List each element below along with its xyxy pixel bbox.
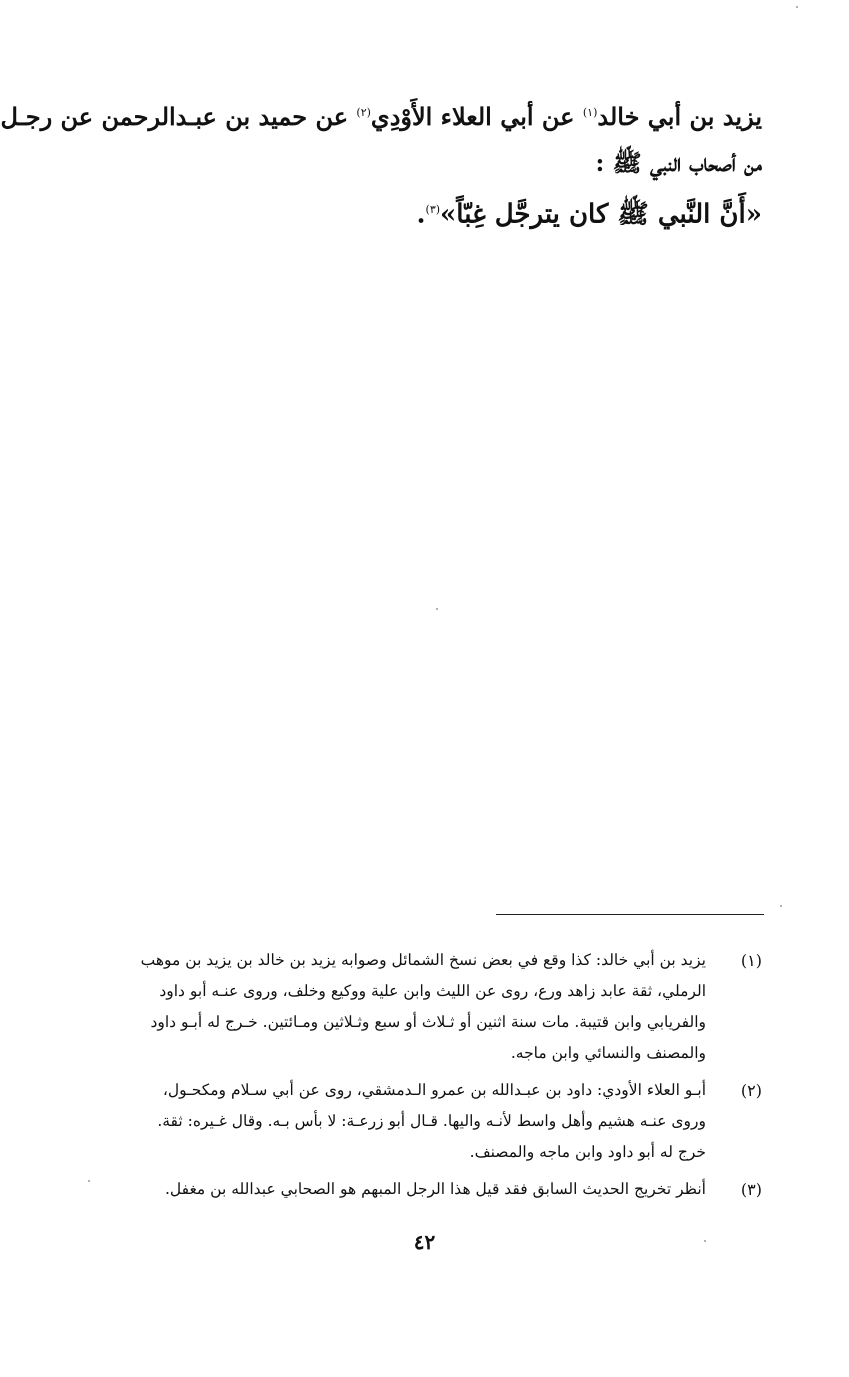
narrator-abu-alala: عن أبي العلاء الأَوْدِي — [370, 102, 575, 131]
footnote-3 — [66, 1174, 766, 1205]
footnote-body — [66, 945, 706, 1069]
scan-speck — [796, 6, 798, 8]
footnote-ref-1[interactable]: (١) — [582, 106, 598, 119]
footnote-number: (٢) — [740, 1081, 762, 1100]
footnote-2 — [66, 1075, 766, 1168]
scan-speck — [704, 1240, 706, 1242]
main-line-2 — [60, 140, 762, 186]
companion-phrase: من أصحاب النبي ﷺ : — [595, 148, 762, 177]
hadith-text-line — [60, 186, 762, 239]
page-number: ٤٢ — [413, 1230, 436, 1254]
footnotes-section — [66, 945, 766, 1211]
hadith-text: «أَنَّ النَّبي ﷺ كان يترجَّل غِبّاً» — [440, 199, 762, 230]
scan-speck — [436, 608, 438, 610]
footnote-line: والفريابي وابن قتيبة. مات سنة اثنين أو ثـلاث أو سبع وثـلاثين ومـائتين. خـرج له أبـو داود — [150, 1013, 706, 1031]
footnote-line: أبـو العلاء الأودي: داود بن عبـدالله بن عمرو الـدمشقي، روى عن أبي سـلام ومكحـول، — [162, 1081, 706, 1099]
footnote-ref-2[interactable]: (٢) — [356, 106, 371, 119]
footnote-line: خرج له أبو داود وابن ماجه والمصنف. — [469, 1143, 706, 1161]
footnote-1 — [66, 945, 766, 1069]
scan-speck — [780, 905, 782, 907]
footnote-body — [66, 1075, 706, 1168]
footnote-line: وروى عنـه هشيم وأهل واسط لأنـه واليها. قـال أبو زرعـة: لا بأس بـه. وقال غـيره: ثقة. — [157, 1112, 706, 1130]
footnote-ref-3[interactable]: (٣) — [425, 203, 441, 216]
footnote-number: (٣) — [740, 1180, 762, 1199]
footnote-separator — [496, 914, 764, 915]
footnote-line: يزيد بن أبي خالد: كذا وقع في بعض نسخ الشمائل وصوابه يزيد بن خالد بن يزيد بن موهب — [140, 951, 706, 969]
footnote-number: (١) — [740, 951, 762, 970]
footnote-line: أنظر تخريج الحديث السابق فقد قيل هذا الرجل المبهم هو الصحابي عبدالله بن مغفل. — [164, 1180, 706, 1198]
narrator-yazid: يزيد بن أبي خالد — [597, 102, 762, 131]
hadith-end-mark: . — [416, 199, 426, 230]
scan-speck — [88, 1180, 90, 1182]
main-line-1 — [0, 90, 762, 140]
footnote-line: والمصنف والنسائي وابن ماجه. — [510, 1044, 706, 1062]
narrator-humaid: عن حميد بن عبـدالرحمن عن رجـل — [0, 102, 349, 131]
footnote-line: الرملي، ثقة عابد زاهد ورع، روى عن الليث وابن علية ووكيع وخلف، وروى عنـه أبو داود — [159, 982, 706, 1000]
footnote-body — [66, 1174, 706, 1205]
main-text — [0, 90, 762, 239]
